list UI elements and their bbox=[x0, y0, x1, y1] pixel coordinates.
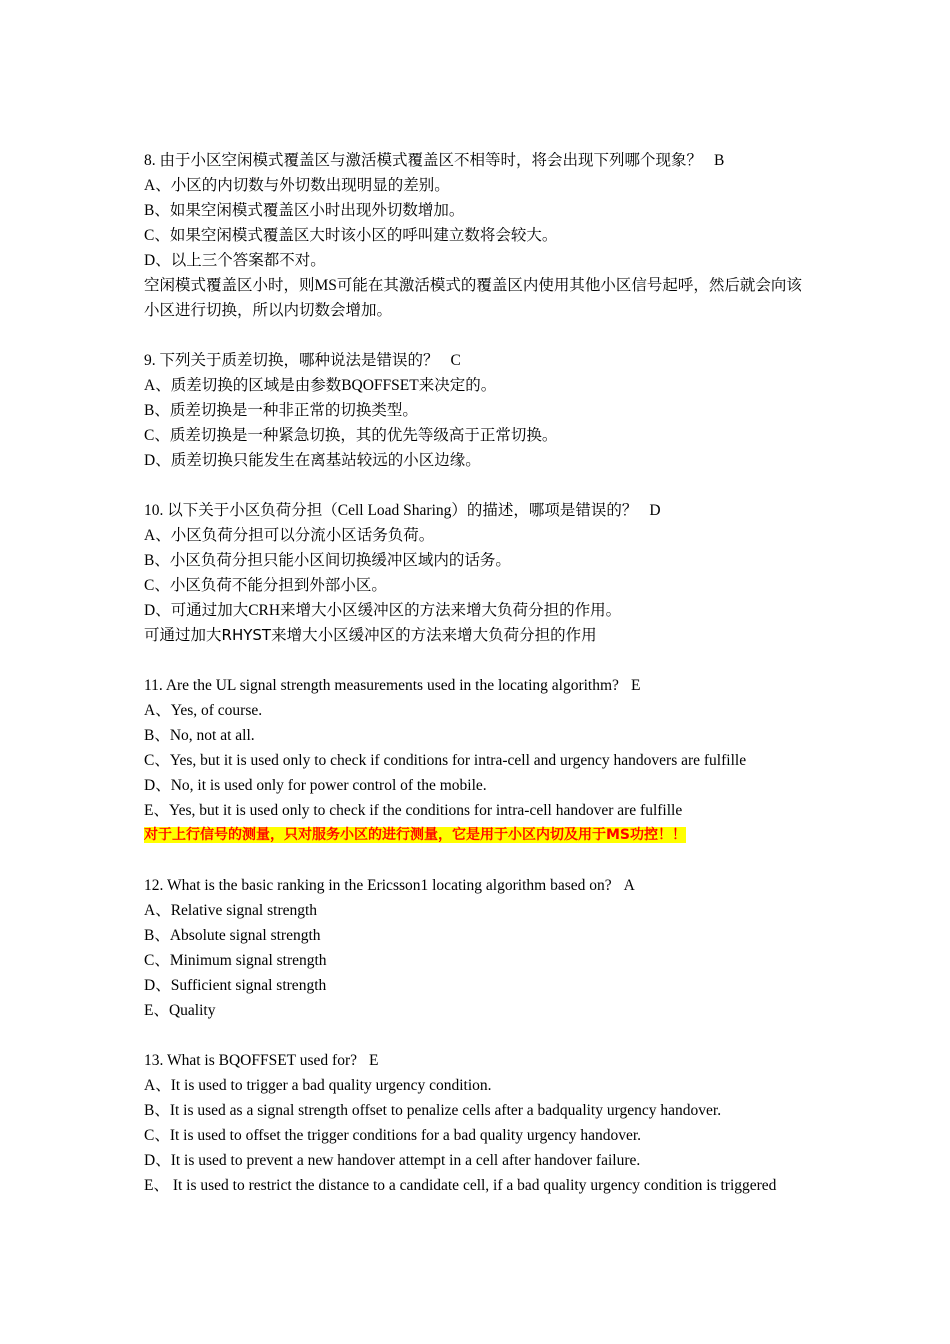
question-12-answer: A bbox=[623, 877, 635, 894]
question-9-text: 9. 下列关于质差切换，哪种说法是错误的？ bbox=[144, 352, 439, 369]
q13-option-c: C、It is used to offset the trigger conditions for a bad quality urgency handover. bbox=[144, 1127, 642, 1144]
q13-option-a: A、It is used to trigger a bad quality urgency condition. bbox=[144, 1077, 492, 1094]
q12-option-d: D、Sufficient signal strength bbox=[144, 977, 327, 994]
question-12-text: 12. What is the basic ranking in the Ericsson1 locating algorithm based on? bbox=[144, 877, 612, 894]
q11-option-e: E、Yes, but it is used only to check if the conditions for intra-cell handover are fulfille bbox=[144, 802, 683, 819]
spacer bbox=[144, 848, 806, 873]
q12-option-a: A、Relative signal strength bbox=[144, 902, 318, 919]
question-11-answer: E bbox=[630, 677, 641, 694]
question-13 bbox=[144, 1048, 806, 1073]
question-11-text: 11. Are the UL signal strength measurements used in the locating algorithm? bbox=[144, 677, 619, 694]
q11-option-b: B、No, not at all. bbox=[144, 727, 255, 744]
question-13-text: 13. What is BQOFFSET used for? bbox=[144, 1052, 357, 1069]
question-13-answer: E bbox=[368, 1052, 379, 1069]
q13-option-b: B、It is used as a signal strength offset to penalize cells after a badquality urgency handover. bbox=[144, 1102, 722, 1119]
q10-option-d: D、可通过加大CRH来增大小区缓冲区的方法来增大负荷分担的作用。 bbox=[144, 602, 622, 619]
q10-option-a: A、小区负荷分担可以分流小区话务负荷。 bbox=[144, 527, 435, 544]
q10-note-suffix: 来增大小区缓冲区的方法来增大负荷分担的作用 bbox=[271, 627, 597, 644]
q8-option-d: D、以上三个答案都不对。 bbox=[144, 252, 326, 269]
question-9 bbox=[144, 348, 806, 373]
q13-option-d: D、It is used to prevent a new handover attempt in a cell after handover failure. bbox=[144, 1152, 641, 1169]
q13-option-e: E、 It is used to restrict the distance to a candidate cell, if a bad quality urgency condition is triggered bbox=[144, 1177, 777, 1194]
q11-note-text: 对于上行信号的测量，只对服务小区的进行测量，它是用于小区内切及用于MS功控！！ bbox=[144, 827, 687, 843]
question-8-answer: B bbox=[714, 152, 725, 169]
q11-option-a: A、Yes, of course. bbox=[144, 702, 263, 719]
q11-option-d: D、No, it is used only for power control of the mobile. bbox=[144, 777, 487, 794]
q12-option-e: E、Quality bbox=[144, 1002, 216, 1019]
question-9-answer: C bbox=[450, 352, 461, 369]
spacer bbox=[144, 1023, 806, 1048]
q12-option-c: C、Minimum signal strength bbox=[144, 952, 327, 969]
q11-option-c: C、Yes, but it is used only to check if conditions for intra-cell and urgency handovers are fulfille bbox=[144, 752, 747, 769]
spacer bbox=[144, 473, 806, 498]
q10-note-prefix: 可通过加大 bbox=[144, 627, 222, 644]
q9-option-b: B、质差切换是一种非正常的切换类型。 bbox=[144, 402, 418, 419]
question-10-text: 10. 以下关于小区负荷分担（Cell Load Sharing）的描述，哪项是错误的？ bbox=[144, 502, 638, 519]
q10-option-b: B、小区负荷分担只能小区间切换缓冲区域内的话务。 bbox=[144, 552, 511, 569]
q11-highlighted-note bbox=[144, 823, 806, 848]
q9-option-d: D、质差切换只能发生在离基站较远的小区边缘。 bbox=[144, 452, 481, 469]
question-8 bbox=[144, 148, 806, 173]
document-page bbox=[144, 148, 806, 1198]
q8-option-b: B、如果空闲模式覆盖区小时出现外切数增加。 bbox=[144, 202, 465, 219]
q10-explanation bbox=[144, 623, 806, 648]
q8-option-c: C、如果空闲模式覆盖区大时该小区的呼叫建立数将会较大。 bbox=[144, 227, 558, 244]
q8-explanation: 空闲模式覆盖区小时，则MS可能在其激活模式的覆盖区内使用其他小区信号起呼，然后就会向该小区进行切换，所以内切数会增加。 bbox=[144, 277, 802, 319]
q9-option-a: A、质差切换的区域是由参数BQOFFSET来决定的。 bbox=[144, 377, 497, 394]
spacer bbox=[144, 648, 806, 673]
q10-note-keyword: RHYST bbox=[221, 626, 272, 644]
q8-option-a: A、小区的内切数与外切数出现明显的差别。 bbox=[144, 177, 450, 194]
question-8-text: 8. 由于小区空闲模式覆盖区与激活模式覆盖区不相等时，将会出现下列哪个现象？ bbox=[144, 152, 703, 169]
question-10 bbox=[144, 498, 806, 523]
question-11 bbox=[144, 673, 806, 698]
q10-option-c: C、小区负荷不能分担到外部小区。 bbox=[144, 577, 387, 594]
q12-option-b: B、Absolute signal strength bbox=[144, 927, 321, 944]
question-12 bbox=[144, 873, 806, 898]
question-10-answer: D bbox=[649, 502, 661, 519]
spacer bbox=[144, 323, 806, 348]
q9-option-c: C、质差切换是一种紧急切换，其的优先等级高于正常切换。 bbox=[144, 427, 558, 444]
